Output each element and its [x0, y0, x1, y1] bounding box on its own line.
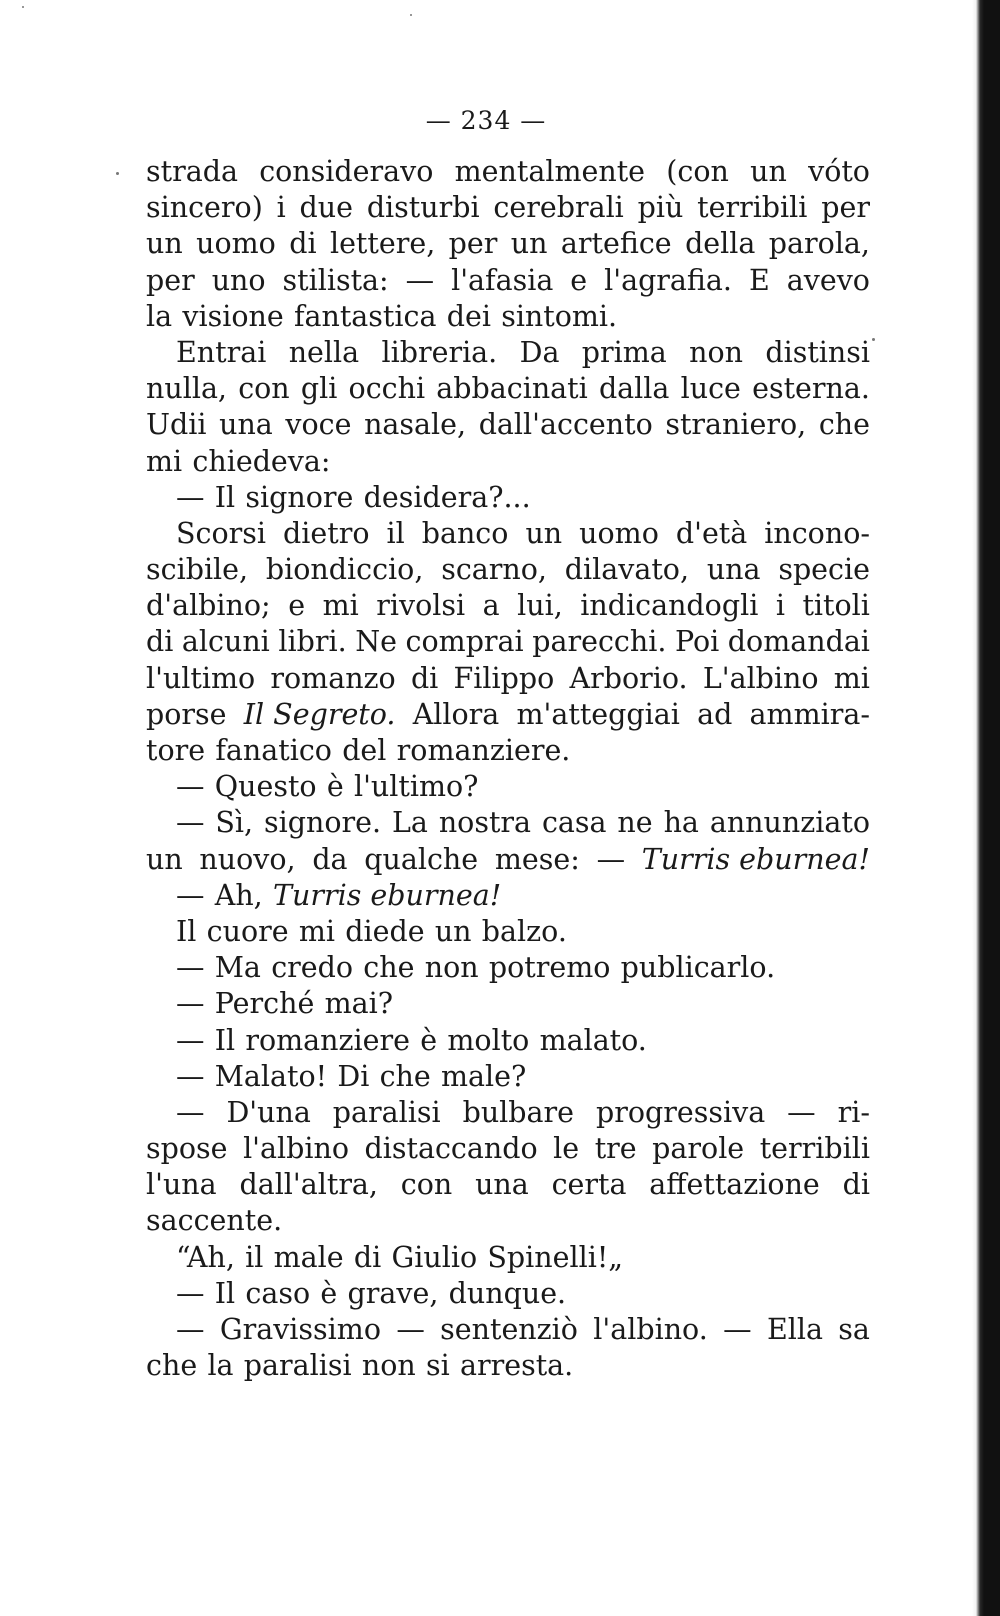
italic-title: Turris eburnea! [273, 878, 502, 912]
word: balzo. [481, 914, 567, 948]
word: l'ultimo? [353, 770, 479, 804]
word: mi [146, 444, 183, 478]
italic-title: Il Segreto. [243, 697, 396, 731]
word: Sì, [215, 806, 254, 840]
word: e [570, 263, 588, 297]
word: parecchi. [532, 625, 667, 659]
word: D'una [226, 1095, 311, 1129]
word: mi [322, 589, 359, 623]
word: l'una [146, 1168, 217, 1202]
word: caso [245, 1276, 311, 1310]
word: un [525, 516, 563, 550]
word: Il [214, 1276, 236, 1310]
word: uomo [196, 227, 276, 261]
word: — [396, 1313, 425, 1346]
word: un [146, 842, 183, 876]
word: titoli [802, 589, 870, 623]
word: luce [680, 372, 741, 406]
word: — [176, 770, 205, 804]
word: — [405, 263, 435, 297]
word: parola, [768, 227, 870, 261]
word: arresta. [460, 1349, 574, 1383]
word: Poi [674, 625, 720, 659]
word: — [176, 1059, 205, 1093]
word: dei [446, 299, 491, 333]
word: che [363, 951, 415, 985]
paper-speck [410, 14, 412, 16]
word: credo [271, 951, 354, 985]
word: paralisi [243, 1349, 352, 1383]
word: strada [146, 155, 238, 188]
word: con [400, 1168, 453, 1202]
word: chiedeva: [192, 444, 331, 478]
word: da [312, 842, 348, 876]
word: nulla, [146, 372, 227, 406]
word: sintomi. [501, 299, 618, 333]
word: per [448, 227, 498, 261]
text-line [146, 516, 870, 552]
text-line [146, 263, 870, 299]
word: qualche [364, 842, 479, 876]
text-line [146, 1348, 870, 1384]
word: tre [594, 1132, 637, 1166]
word: Il [214, 480, 236, 514]
word: distinsi [765, 335, 870, 369]
word: diede [345, 914, 425, 948]
text-line [146, 1131, 870, 1167]
word: scarno, [441, 553, 547, 587]
word: ad [697, 697, 733, 731]
word: bulbare [462, 1095, 575, 1129]
text-line [146, 1240, 870, 1276]
word: lettere, [329, 227, 436, 261]
text-line [146, 1059, 870, 1095]
word: Da [519, 335, 560, 369]
word: E [748, 263, 770, 297]
text-line [146, 190, 870, 226]
word: romanzo [270, 661, 396, 695]
word: nella [288, 335, 360, 369]
word: tore [146, 734, 206, 767]
word: di [410, 661, 439, 695]
word: libri. [278, 625, 347, 659]
word: lui, [517, 589, 563, 623]
word: un [146, 227, 183, 261]
word: Il [176, 914, 197, 948]
word: ha [663, 806, 699, 840]
word: Questo [214, 770, 317, 804]
word: signore [245, 480, 354, 514]
word: di [842, 1168, 870, 1202]
word: la [146, 299, 173, 333]
word: mai? [324, 987, 393, 1021]
italic-title: Turris eburnea! [641, 842, 870, 876]
word: dietro [283, 516, 370, 550]
word: uomo [579, 516, 659, 550]
word: la [207, 1349, 234, 1383]
word: un [434, 914, 472, 948]
word: gli [300, 372, 338, 406]
text-line [146, 914, 870, 950]
word: Spinelli!„ [487, 1240, 624, 1274]
word: sincero) [146, 191, 263, 225]
word: distaccando [364, 1132, 538, 1166]
word: Malato! [214, 1059, 328, 1093]
word: e [288, 589, 306, 623]
word: l'albino [243, 1132, 349, 1166]
word: mi [298, 914, 335, 948]
word: alcuni [181, 625, 270, 659]
word: Ma [214, 951, 261, 985]
word: Filippo [453, 661, 555, 695]
word: — [176, 1313, 205, 1346]
text-line [146, 661, 870, 697]
text-line [146, 805, 870, 841]
word: “Ah, [176, 1240, 235, 1274]
word: grave, [347, 1276, 439, 1310]
word: nasale, [364, 408, 467, 442]
word: visione [182, 299, 284, 333]
word: dall'altra, [239, 1168, 378, 1202]
word: Ne [355, 625, 397, 659]
word: Arborio. [569, 661, 688, 695]
word: progressiva [595, 1095, 766, 1129]
word: fanatico [215, 734, 332, 767]
word: — [176, 987, 205, 1021]
word: un [510, 227, 548, 261]
word: Giulio [391, 1240, 478, 1274]
word: — [176, 1023, 205, 1057]
word: molto [447, 1023, 530, 1057]
word: voce [285, 408, 352, 442]
word: domandai [727, 625, 870, 659]
word: Scorsi [176, 516, 267, 550]
word: di [289, 227, 317, 261]
word: Ah, [214, 878, 263, 912]
word: dall'accento [478, 408, 653, 442]
word: desidera?... [363, 480, 531, 514]
word: per [821, 191, 870, 225]
paper-speck [872, 338, 875, 341]
word: il [386, 516, 405, 550]
word: d'età [675, 516, 748, 550]
word: malato. [539, 1023, 647, 1057]
word: che [146, 1349, 198, 1383]
word: a [482, 589, 500, 623]
text-line [146, 1023, 870, 1059]
word: non [424, 951, 479, 985]
word: Entrai [176, 335, 267, 369]
page-number: — 234 — [425, 106, 547, 135]
word: — [723, 1313, 752, 1346]
text-line [146, 1095, 870, 1131]
word: — [176, 878, 205, 912]
word: mi [833, 661, 870, 695]
word: una [706, 553, 761, 587]
word: mese: [494, 842, 580, 876]
word: disturbi [366, 191, 480, 225]
word: incono- [764, 516, 870, 550]
word: romanziere [245, 1023, 411, 1057]
word: terribili [697, 191, 808, 225]
word: le [553, 1132, 580, 1166]
word: abbacinati [436, 372, 588, 406]
text-line [146, 697, 870, 733]
text-line [146, 1203, 870, 1239]
word: che [379, 1059, 431, 1093]
body-text [146, 154, 870, 1384]
word: scibile, [146, 553, 249, 587]
text-line [146, 226, 870, 262]
word: — [176, 1276, 205, 1310]
word: dalla [598, 372, 670, 406]
word: libreria. [381, 335, 498, 369]
word: non [361, 1349, 416, 1383]
text-line [146, 1167, 870, 1203]
paper-speck [116, 172, 119, 175]
word: — [787, 1095, 816, 1129]
text-line [146, 299, 870, 335]
word: Allora [412, 697, 500, 731]
word: un [750, 155, 787, 188]
word: biondiccio, [265, 553, 424, 587]
word: romanziere. [396, 734, 571, 767]
word: della [685, 227, 756, 261]
word: è [420, 1023, 438, 1057]
word: ne [617, 806, 653, 840]
word: La [391, 806, 428, 840]
word: signore. [264, 806, 382, 840]
word: certa [551, 1168, 627, 1202]
word: nostra [438, 806, 532, 840]
text-line [146, 480, 870, 516]
word: Ella [766, 1313, 823, 1346]
text-line [146, 1276, 870, 1312]
word: rivolsi [376, 589, 466, 623]
word: casa [541, 806, 607, 840]
word: stilista: [282, 263, 389, 297]
text-line [146, 444, 870, 480]
word: l'agrafia. [604, 263, 732, 297]
text-line [146, 733, 870, 769]
text-line [146, 335, 870, 371]
word: — [596, 842, 626, 876]
word: affettazione [649, 1168, 820, 1202]
text-line [146, 878, 870, 914]
word: non [689, 335, 743, 369]
word: spose [146, 1132, 228, 1166]
word: terribili [759, 1132, 870, 1166]
word: d'albino; [146, 589, 271, 623]
word: annunziato [709, 806, 870, 840]
word: è [320, 1276, 338, 1310]
word: per [146, 263, 195, 297]
word: una [475, 1168, 529, 1202]
word: vóto [808, 155, 870, 188]
word: saccente. [146, 1204, 283, 1238]
text-line [146, 552, 870, 588]
word: sa [838, 1313, 870, 1346]
word: si [426, 1349, 450, 1383]
word: straniero, [665, 408, 807, 442]
word: il [245, 1240, 264, 1274]
word: ammira- [749, 697, 870, 731]
word: è [326, 770, 344, 804]
word: paralisi [332, 1095, 441, 1129]
word: due [299, 191, 354, 225]
word: avevo [786, 263, 870, 297]
word: uno [211, 263, 266, 297]
word: del [342, 734, 387, 767]
word: occhi [348, 372, 426, 406]
word: ri- [837, 1095, 870, 1129]
word: m'atteggiai [516, 697, 680, 731]
book-spine-edge [972, 0, 1000, 1616]
word: l'afasia [451, 263, 554, 297]
text-line [146, 1312, 870, 1348]
word: nuovo, [199, 842, 296, 876]
word: con [238, 372, 290, 406]
word: — [176, 480, 205, 514]
word: publicarlo. [620, 951, 776, 985]
word: consideravo [259, 155, 434, 188]
word: (con [666, 155, 729, 188]
word: — [176, 951, 205, 985]
word: — [176, 1095, 205, 1129]
text-line [146, 588, 870, 624]
word: potremo [488, 951, 611, 985]
text-line [146, 986, 870, 1022]
word: di [353, 1240, 382, 1274]
text-line [146, 842, 870, 878]
word: — [176, 806, 205, 840]
word: male [273, 1240, 344, 1274]
word: dunque. [448, 1276, 567, 1310]
word: fantastica [293, 299, 437, 333]
word: porse [146, 697, 227, 731]
word: L'albino [702, 661, 819, 695]
word: dilavato, [564, 553, 690, 587]
text-line [146, 371, 870, 407]
text-line [146, 769, 870, 805]
word: sentenziò [440, 1313, 578, 1346]
word: una [219, 408, 273, 442]
word: che [818, 408, 870, 442]
word: Perché [214, 987, 315, 1021]
text-line [146, 407, 870, 443]
paper-speck [22, 6, 24, 8]
word: indicandogli [580, 589, 759, 623]
word: prima [581, 335, 667, 369]
text-line [146, 624, 870, 660]
word: più [637, 191, 684, 225]
word: mentalmente [454, 155, 646, 188]
word: cuore [206, 914, 289, 948]
word: l'albino. [593, 1313, 708, 1346]
word: Udii [146, 408, 207, 442]
word: l'ultimo [146, 661, 256, 695]
text-line [146, 950, 870, 986]
word: i [775, 589, 785, 623]
word: Gravissimo [219, 1313, 381, 1346]
word: specie [778, 553, 870, 587]
word: Di [337, 1059, 370, 1093]
word: comprai [405, 625, 524, 659]
word: esterna. [752, 372, 870, 406]
word: di [146, 625, 174, 659]
word: i [276, 191, 286, 225]
word: banco [421, 516, 509, 550]
word: artefice [560, 227, 672, 261]
word: male? [441, 1059, 527, 1093]
word: cerebrali [493, 191, 624, 225]
word: Il [214, 1023, 236, 1057]
word: parole [652, 1132, 745, 1166]
text-line [146, 154, 870, 190]
